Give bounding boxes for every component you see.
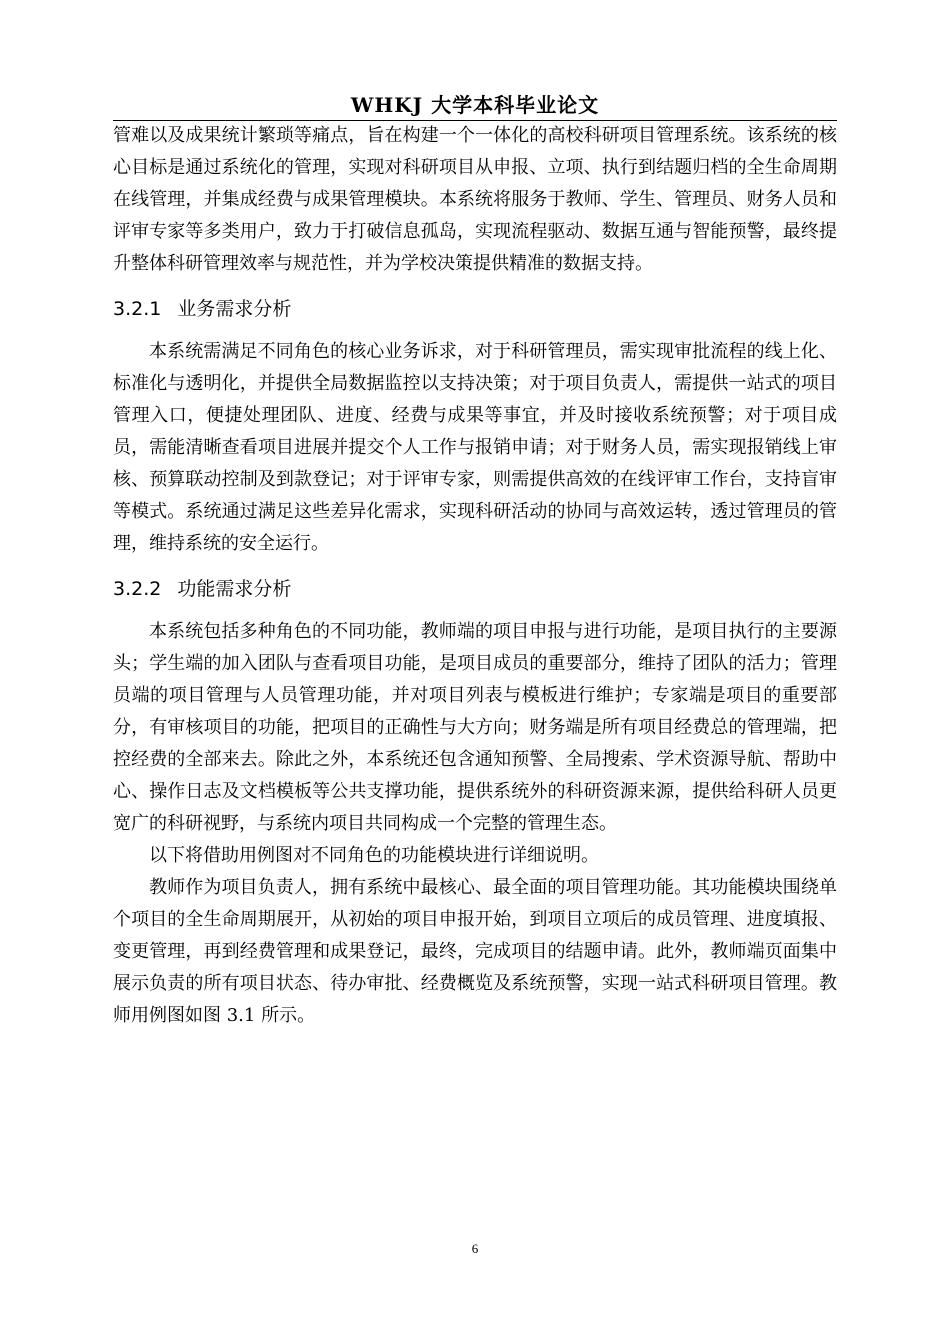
teacher-role-paragraph: 教师作为项目负责人，拥有系统中最核心、最全面的项目管理功能。其功能模块围绕单个项目的全生命周期展开，从初始的项目申报开始，到项目立项后的成员管理、进度填报、变更管理，再到经费管理和成果登记，最终，完成项目的结题申请。此外，教师端页面集中展示负责的所有项目状态、待办审批、经费概览及系统预警，实现一站式科研项目管理。教师用例图如图 3.1 所示。 xyxy=(113,877,837,1026)
intro-paragraph: 管难以及成果统计繁琐等痛点，旨在构建一个一体化的高校科研项目管理系统。该系统的核心目标是通过系统化的管理，实现对科研项目从申报、立项、执行到结题归档的全生命周期在线管理，并集成经费与成果管理模块。本系统将服务于教师、学生、管理员、财务人员和评审专家等多类用户，致力于打破信息孤岛，实现流程驱动、数据互通与智能预警，最终提升整体科研管理效率与规范性，并为学校决策提供精准的数据支持。 xyxy=(113,125,837,274)
section-number: 3.2.1 xyxy=(113,298,162,320)
section-heading-3-2-2 xyxy=(113,576,837,602)
page-content xyxy=(113,120,837,1032)
section-title: 业务需求分析 xyxy=(177,298,292,320)
section-title: 功能需求分析 xyxy=(177,578,292,600)
header-title: WHKJ 大学本科毕业论文 xyxy=(350,93,600,117)
business-requirements-paragraph: 本系统需满足不同角色的核心业务诉求，对于科研管理员，需实现审批流程的线上化、标准化与透明化，并提供全局数据监控以支持决策；对于项目负责人，需提供一站式的项目管理入口，便捷处理团队、进度、经费与成果等事宜，并及时接收系统预警；对于项目成员，需能清晰查看项目进展并提交个人工作与报销申请；对于财务人员，需实现报销线上审核、预算联动控制及到款登记；对于评审专家，则需提供高效的在线评审工作台，支持盲审等模式。系统通过满足这些差异化需求，实现科研活动的协同与高效运转，透过管理员的管理，维持系统的安全运行。 xyxy=(113,341,837,554)
functional-requirements-paragraph: 本系统包括多种角色的不同功能，教师端的项目申报与进行功能，是项目执行的主要源头；学生端的加入团队与查看项目功能，是项目成员的重要部分，维持了团队的活力；管理员端的项目管理与人员管理功能，并对项目列表与模板进行维护；专家端是项目的重要部分，有审核项目的功能，把项目的正确性与大方向；财务端是所有项目经费总的管理端，把控经费的全部来去。除此之外，本系统还包含通知预警、全局搜索、学术资源导航、帮助中心、操作日志及文档模板等公共支撑功能，提供系统外的科研资源来源，提供给科研人员更宽广的科研视野，与系统内项目共同构成一个完整的管理生态。 xyxy=(113,621,837,834)
section-heading-3-2-1 xyxy=(113,296,837,322)
section-number: 3.2.2 xyxy=(113,578,162,600)
use-case-intro-paragraph: 以下将借助用例图对不同角色的功能模块进行详细说明。 xyxy=(149,845,599,866)
running-header xyxy=(113,90,837,121)
page-number: 6 xyxy=(471,1241,479,1256)
